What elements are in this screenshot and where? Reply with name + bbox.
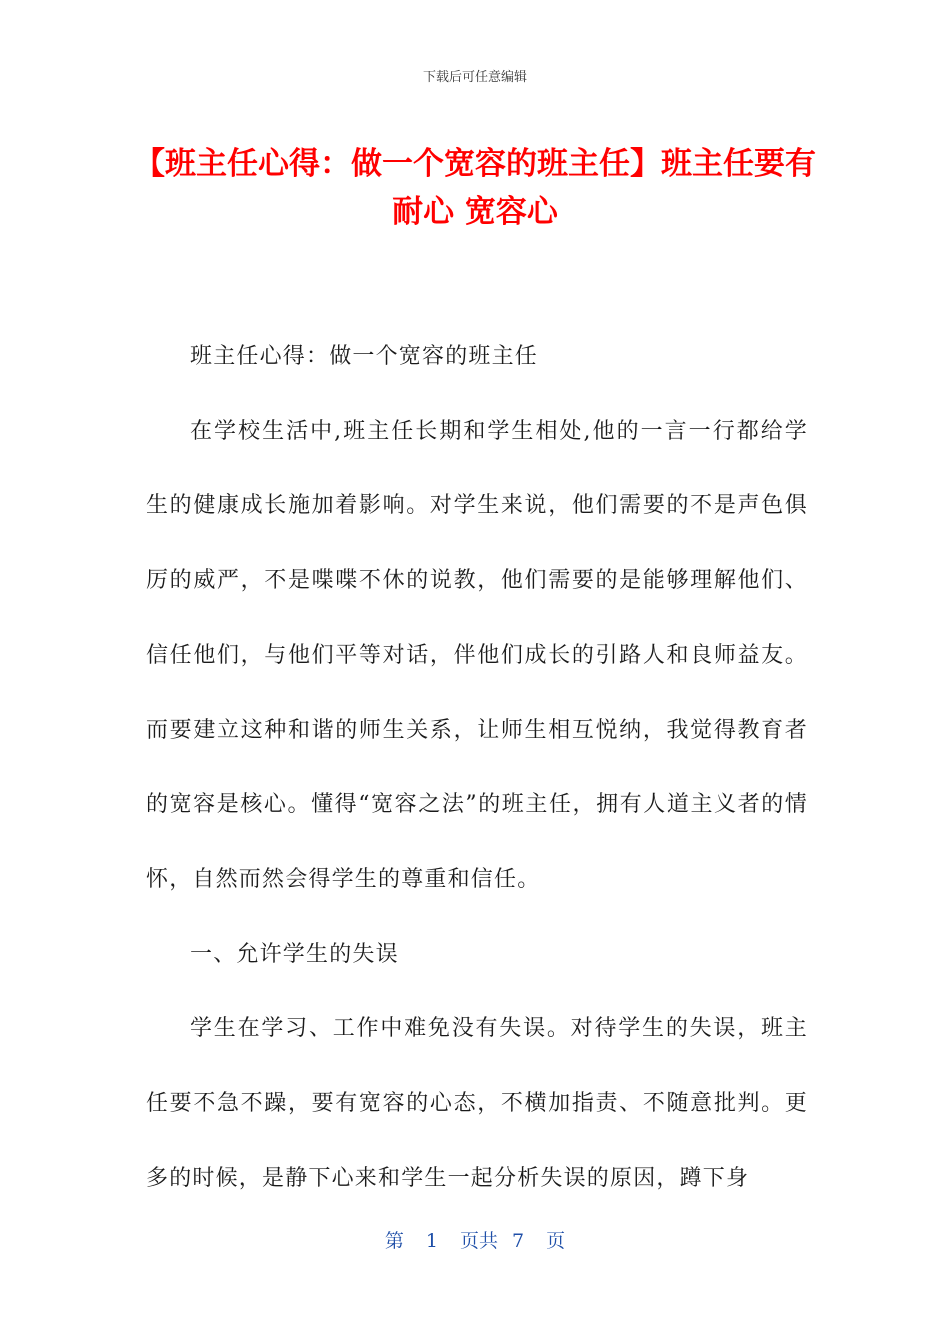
footer-total-pages: 7 xyxy=(512,1230,525,1252)
paragraph-section-body: 学生在学习、工作中难免没有失误。对待学生的失误，班主任要不急不躁，要有宽容的心态，不横加指责、不随意批判。更多的时候，是静下心来和学生一起分析失误的原因，蹲下身 xyxy=(146,1016,808,1191)
footer-page-middle: 页共 xyxy=(459,1230,498,1252)
paragraph-section-heading: 一、允许学生的失误 xyxy=(190,941,399,967)
document-body xyxy=(146,320,808,1216)
document-title: 【班主任心得：做一个宽容的班主任】班主任要有耐心 宽容心 xyxy=(134,146,816,230)
header-note: 下载后可任意编辑 xyxy=(422,70,527,85)
footer-page-suffix: 页 xyxy=(546,1230,566,1252)
paragraph-subtitle: 班主任心得：做一个宽容的班主任 xyxy=(190,344,539,369)
footer-page-prefix: 第 xyxy=(384,1230,404,1252)
footer-current-page: 1 xyxy=(425,1230,438,1252)
paragraph-intro: 在学校生活中,班主任长期和学生相处,他的一言一行都给学生的健康成长施加着影响。对学生来说，他们需要的不是声色俱厉的威严，不是喋喋不休的说教，他们需要的是能够理解他们、信任他们，与他们平等对话，伴他们成长的引路人和良师益友。而要建立这种和谐的师生关系，让师生相互悦纳，我觉得教育者的宽容是核心。懂得“宽容之法”的班主任，拥有人道主义者的情怀，自然而然会得学生的尊重和信任。 xyxy=(146,418,808,892)
page-footer xyxy=(0,1226,950,1253)
